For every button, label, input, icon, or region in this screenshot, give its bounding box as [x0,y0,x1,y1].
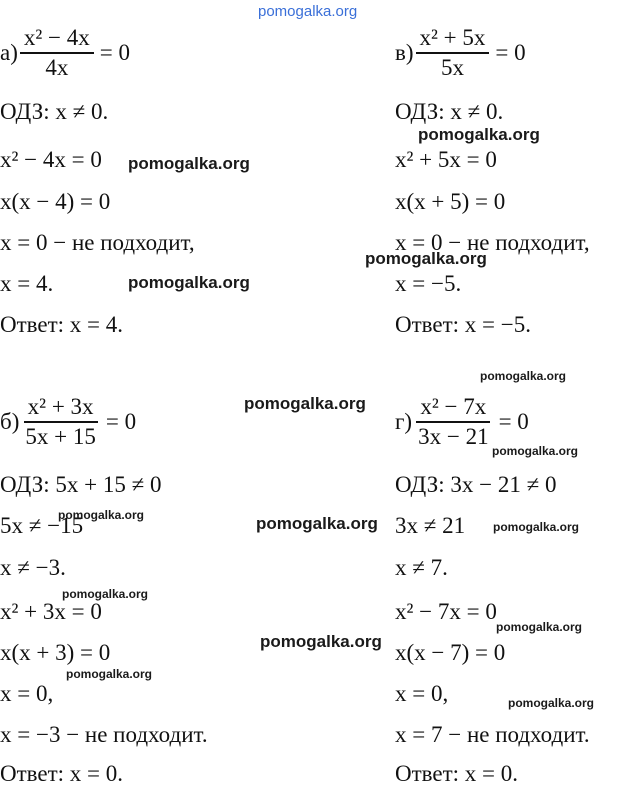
watermark: pomogalka.org [418,125,540,144]
watermark: pomogalka.org [244,394,366,413]
problem-g-fraction [414,395,492,449]
problem-g-rhs: = 0 [498,409,529,435]
watermark: pomogalka.org [62,587,149,601]
problem-a-label: а) [0,40,18,66]
problem-g-line-3: x ≠ 7. [395,555,448,580]
problem-b-line-8: Ответ: x = 0. [0,761,124,786]
problem-a-line-4: x = 0 − не подходит, [0,230,195,255]
watermark: pomogalka.org [493,520,580,534]
problem-g-line-7: x = 7 − не подходит. [395,722,590,747]
problem-v-numerator: x² + 5x [416,26,490,54]
problem-a-denominator: 4x [45,55,69,81]
problem-g-denominator: 3x − 21 [418,424,489,450]
watermark: pomogalka.org [260,632,382,651]
watermark: pomogalka.org [365,249,487,268]
watermark: pomogalka.org [492,444,579,458]
problem-b-line-7: x = −3 − не подходит. [0,722,208,747]
problem-v-line-1: ОДЗ: x ≠ 0. [395,99,504,124]
watermark: pomogalka.org [480,369,567,383]
problem-v-rhs: = 0 [495,40,526,66]
watermark: pomogalka.org [496,620,583,634]
problem-g-line-1: ОДЗ: 3x − 21 ≠ 0 [395,472,557,497]
problem-a-line-3: x(x − 4) = 0 [0,189,111,214]
problem-v-fraction [416,26,490,80]
problem-b-line-4: x² + 3x = 0 [0,599,102,624]
problem-v-line-2: x² + 5x = 0 [395,147,497,172]
problem-a-rhs: = 0 [99,40,130,66]
problem-b-fraction [21,395,99,449]
watermark: pomogalka.org [256,514,378,533]
watermark: pomogalka.org [58,508,145,522]
problem-v-label: в) [395,40,414,66]
problem-a-numerator: x² − 4x [20,26,94,54]
watermark: pomogalka.org [128,154,250,173]
problem-v-equation [395,26,526,80]
problem-b-denominator: 5x + 15 [25,424,96,450]
problem-b-rhs: = 0 [105,409,137,435]
problem-g-label: г) [395,409,413,435]
problem-b-numerator: x² + 3x [24,395,98,423]
problem-a-equation [0,26,130,80]
problem-g-line-6: x = 0, [395,681,449,706]
watermark: pomogalka.org [128,273,250,292]
watermark: pomogalka.org [66,667,153,681]
problem-g-line-8: Ответ: x = 0. [395,761,519,786]
problem-a-line-2: x² − 4x = 0 [0,147,102,172]
problem-v-line-4: x = 0 − не подходит, [395,230,590,255]
problem-b-label: б) [0,409,20,435]
problem-v-line-5: x = −5. [395,271,462,296]
problem-a-line-5: x = 4. [0,271,54,296]
problem-g-numerator: x² − 7x [416,395,490,423]
problem-b-line-2: 5x ≠ −15 [0,513,84,538]
problem-v-line-3: x(x + 5) = 0 [395,189,506,214]
problem-b-line-5: x(x + 3) = 0 [0,640,111,665]
problem-b-line-3: x ≠ −3. [0,555,66,580]
problem-g-line-2: 3x ≠ 21 [395,513,466,538]
watermark-top[interactable]: pomogalka.org [258,3,358,20]
problem-b-line-1: ОДЗ: 5x + 15 ≠ 0 [0,472,162,497]
problem-b-line-6: x = 0, [0,681,54,706]
problem-a-line-1: ОДЗ: x ≠ 0. [0,99,109,124]
problem-b-equation [0,395,136,449]
problem-g-line-4: x² − 7x = 0 [395,599,497,624]
watermark: pomogalka.org [508,696,595,710]
problem-a-fraction [20,26,94,80]
problem-g-line-5: x(x − 7) = 0 [395,640,506,665]
problem-v-line-6: Ответ: x = −5. [395,312,531,337]
problem-v-denominator: 5x [440,55,464,81]
problem-g-equation [395,395,529,449]
problem-a-line-6: Ответ: x = 4. [0,312,124,337]
